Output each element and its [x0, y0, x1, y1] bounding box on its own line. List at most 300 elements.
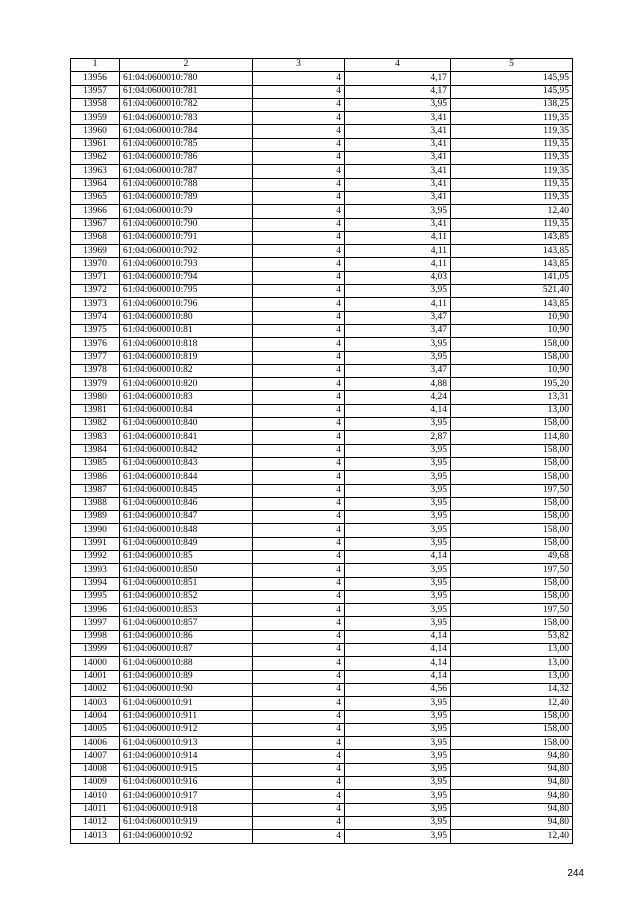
value-cell: 119,35: [451, 112, 573, 125]
row-number-cell: 13968: [71, 231, 120, 244]
row-number-cell: 13994: [71, 577, 120, 590]
value-cell: 94,80: [451, 763, 573, 776]
category-cell: 4: [253, 351, 345, 364]
row-number-cell: 13992: [71, 550, 120, 563]
rate-cell: 3,95: [345, 816, 451, 829]
row-number-cell: 14012: [71, 816, 120, 829]
row-number-cell: 14010: [71, 790, 120, 803]
table-row: [71, 418, 573, 431]
cadastral-number-cell: 61:04:0600010:819: [120, 351, 253, 364]
row-number-cell: 13975: [71, 324, 120, 337]
category-cell: 4: [253, 112, 345, 125]
category-cell: 4: [253, 590, 345, 603]
value-cell: 94,80: [451, 803, 573, 816]
rate-cell: 4,14: [345, 550, 451, 563]
cadastral-number-cell: 61:04:0600010:915: [120, 763, 253, 776]
cadastral-number-cell: 61:04:0600010:911: [120, 710, 253, 723]
value-cell: 197,50: [451, 604, 573, 617]
row-number-cell: 13991: [71, 537, 120, 550]
category-cell: 4: [253, 816, 345, 829]
value-cell: 158,00: [451, 471, 573, 484]
value-cell: 143,85: [451, 258, 573, 271]
table-row: [71, 816, 573, 829]
row-number-cell: 14003: [71, 697, 120, 710]
rate-cell: 4,24: [345, 391, 451, 404]
value-cell: 119,35: [451, 218, 573, 231]
category-cell: 4: [253, 830, 345, 843]
header-col-5: 5: [451, 59, 573, 72]
value-cell: 13,00: [451, 644, 573, 657]
cadastral-number-cell: 61:04:0600010:781: [120, 85, 253, 98]
category-cell: 4: [253, 324, 345, 337]
table-row: [71, 391, 573, 404]
row-number-cell: 13973: [71, 298, 120, 311]
category-cell: 4: [253, 617, 345, 630]
cadastral-number-cell: 61:04:0600010:87: [120, 644, 253, 657]
table-row: [71, 351, 573, 364]
value-cell: 119,35: [451, 178, 573, 191]
value-cell: 145,95: [451, 72, 573, 85]
value-cell: 158,00: [451, 524, 573, 537]
category-cell: 4: [253, 298, 345, 311]
row-number-cell: 13984: [71, 444, 120, 457]
header-col-2: 2: [120, 59, 253, 72]
cadastral-number-cell: 61:04:0600010:84: [120, 404, 253, 417]
table-row: [71, 324, 573, 337]
table-row: [71, 550, 573, 563]
category-cell: 4: [253, 777, 345, 790]
cadastral-number-cell: 61:04:0600010:83: [120, 391, 253, 404]
cadastral-number-cell: 61:04:0600010:857: [120, 617, 253, 630]
cadastral-number-cell: 61:04:0600010:784: [120, 125, 253, 138]
cadastral-number-cell: 61:04:0600010:820: [120, 378, 253, 391]
category-cell: 4: [253, 670, 345, 683]
table-row: [71, 683, 573, 696]
cadastral-number-cell: 61:04:0600010:847: [120, 511, 253, 524]
rate-cell: 3,41: [345, 138, 451, 151]
rate-cell: 3,95: [345, 803, 451, 816]
row-number-cell: 13970: [71, 258, 120, 271]
rate-cell: 3,41: [345, 178, 451, 191]
rate-cell: 3,95: [345, 471, 451, 484]
value-cell: 158,00: [451, 537, 573, 550]
cadastral-number-cell: 61:04:0600010:782: [120, 98, 253, 111]
table-row: [71, 231, 573, 244]
table-row: [71, 258, 573, 271]
row-number-cell: 14013: [71, 830, 120, 843]
table-row: [71, 431, 573, 444]
rate-cell: 3,41: [345, 125, 451, 138]
rate-cell: 4,17: [345, 85, 451, 98]
row-number-cell: 14007: [71, 750, 120, 763]
rate-cell: 3,95: [345, 763, 451, 776]
row-number-cell: 14006: [71, 737, 120, 750]
table-row: [71, 564, 573, 577]
table-row: [71, 803, 573, 816]
cadastral-number-cell: 61:04:0600010:81: [120, 324, 253, 337]
table-row: [71, 484, 573, 497]
category-cell: 4: [253, 72, 345, 85]
cadastral-number-cell: 61:04:0600010:82: [120, 364, 253, 377]
cadastral-number-cell: 61:04:0600010:780: [120, 72, 253, 85]
category-cell: 4: [253, 577, 345, 590]
rate-cell: 3,95: [345, 457, 451, 470]
value-cell: 158,00: [451, 418, 573, 431]
category-cell: 4: [253, 178, 345, 191]
table-row: [71, 364, 573, 377]
row-number-cell: 13965: [71, 191, 120, 204]
category-cell: 4: [253, 258, 345, 271]
category-cell: 4: [253, 218, 345, 231]
category-cell: 4: [253, 457, 345, 470]
category-cell: 4: [253, 285, 345, 298]
category-cell: 4: [253, 737, 345, 750]
category-cell: 4: [253, 657, 345, 670]
table-row: [71, 404, 573, 417]
category-cell: 4: [253, 550, 345, 563]
rate-cell: 4,14: [345, 404, 451, 417]
header-col-4: 4: [345, 59, 451, 72]
table-row: [71, 165, 573, 178]
rate-cell: 3,95: [345, 444, 451, 457]
category-cell: 4: [253, 697, 345, 710]
table-row: [71, 577, 573, 590]
cadastral-number-cell: 61:04:0600010:88: [120, 657, 253, 670]
row-number-cell: 13990: [71, 524, 120, 537]
cadastral-number-cell: 61:04:0600010:850: [120, 564, 253, 577]
cadastral-number-cell: 61:04:0600010:918: [120, 803, 253, 816]
value-cell: 119,35: [451, 152, 573, 165]
row-number-cell: 13996: [71, 604, 120, 617]
category-cell: 4: [253, 497, 345, 510]
row-number-cell: 13959: [71, 112, 120, 125]
value-cell: 158,00: [451, 351, 573, 364]
category-cell: 4: [253, 630, 345, 643]
row-number-cell: 13960: [71, 125, 120, 138]
rate-cell: 3,95: [345, 511, 451, 524]
cadastral-number-cell: 61:04:0600010:852: [120, 590, 253, 603]
row-number-cell: 13978: [71, 364, 120, 377]
cadastral-number-cell: 61:04:0600010:792: [120, 245, 253, 258]
table-row: [71, 723, 573, 736]
table-row: [71, 737, 573, 750]
table-row: [71, 617, 573, 630]
table-row: [71, 205, 573, 218]
table-body: [71, 72, 573, 843]
category-cell: 4: [253, 165, 345, 178]
header-row: [71, 59, 573, 72]
category-cell: 4: [253, 763, 345, 776]
cadastral-number-cell: 61:04:0600010:793: [120, 258, 253, 271]
cadastral-number-cell: 61:04:0600010:790: [120, 218, 253, 231]
category-cell: 4: [253, 444, 345, 457]
cadastral-number-cell: 61:04:0600010:789: [120, 191, 253, 204]
table-row: [71, 697, 573, 710]
rate-cell: 3,41: [345, 191, 451, 204]
category-cell: 4: [253, 152, 345, 165]
table-row: [71, 152, 573, 165]
category-cell: 4: [253, 537, 345, 550]
table-row: [71, 178, 573, 191]
value-cell: 143,85: [451, 231, 573, 244]
category-cell: 4: [253, 604, 345, 617]
category-cell: 4: [253, 644, 345, 657]
row-number-cell: 14004: [71, 710, 120, 723]
category-cell: 4: [253, 723, 345, 736]
category-cell: 4: [253, 231, 345, 244]
cadastral-number-cell: 61:04:0600010:818: [120, 338, 253, 351]
rate-cell: 3,41: [345, 218, 451, 231]
row-number-cell: 14002: [71, 683, 120, 696]
value-cell: 158,00: [451, 590, 573, 603]
value-cell: 13,00: [451, 404, 573, 417]
category-cell: 4: [253, 271, 345, 284]
rate-cell: 4,11: [345, 231, 451, 244]
category-cell: 4: [253, 138, 345, 151]
value-cell: 158,00: [451, 737, 573, 750]
table-row: [71, 218, 573, 231]
rate-cell: 3,95: [345, 710, 451, 723]
cadastral-number-cell: 61:04:0600010:917: [120, 790, 253, 803]
cadastral-number-cell: 61:04:0600010:794: [120, 271, 253, 284]
value-cell: 158,00: [451, 577, 573, 590]
rate-cell: 3,95: [345, 617, 451, 630]
cadastral-number-cell: 61:04:0600010:787: [120, 165, 253, 178]
value-cell: 14,32: [451, 683, 573, 696]
value-cell: 119,35: [451, 138, 573, 151]
row-number-cell: 13974: [71, 311, 120, 324]
table-header: [71, 59, 573, 72]
value-cell: 13,00: [451, 657, 573, 670]
row-number-cell: 13987: [71, 484, 120, 497]
row-number-cell: 13995: [71, 590, 120, 603]
table-row: [71, 630, 573, 643]
cadastral-number-cell: 61:04:0600010:783: [120, 112, 253, 125]
category-cell: 4: [253, 750, 345, 763]
value-cell: 94,80: [451, 816, 573, 829]
cadastral-number-cell: 61:04:0600010:79: [120, 205, 253, 218]
rate-cell: 3,95: [345, 484, 451, 497]
rate-cell: 4,11: [345, 245, 451, 258]
header-col-3: 3: [253, 59, 345, 72]
table-row: [71, 298, 573, 311]
value-cell: 10,90: [451, 311, 573, 324]
row-number-cell: 13963: [71, 165, 120, 178]
category-cell: 4: [253, 378, 345, 391]
cadastral-number-cell: 61:04:0600010:914: [120, 750, 253, 763]
table-row: [71, 444, 573, 457]
rate-cell: 3,47: [345, 364, 451, 377]
rate-cell: 3,95: [345, 351, 451, 364]
row-number-cell: 14001: [71, 670, 120, 683]
value-cell: 141,05: [451, 271, 573, 284]
value-cell: 49,68: [451, 550, 573, 563]
cadastral-number-cell: 61:04:0600010:92: [120, 830, 253, 843]
cadastral-number-cell: 61:04:0600010:86: [120, 630, 253, 643]
table-row: [71, 604, 573, 617]
row-number-cell: 13976: [71, 338, 120, 351]
cadastral-number-cell: 61:04:0600010:786: [120, 152, 253, 165]
value-cell: 143,85: [451, 245, 573, 258]
category-cell: 4: [253, 191, 345, 204]
row-number-cell: 14000: [71, 657, 120, 670]
rate-cell: 2,87: [345, 431, 451, 444]
row-number-cell: 13964: [71, 178, 120, 191]
row-number-cell: 13983: [71, 431, 120, 444]
row-number-cell: 13967: [71, 218, 120, 231]
category-cell: 4: [253, 205, 345, 218]
table-row: [71, 271, 573, 284]
row-number-cell: 14005: [71, 723, 120, 736]
table-row: [71, 763, 573, 776]
cadastral-number-cell: 61:04:0600010:788: [120, 178, 253, 191]
row-number-cell: 13980: [71, 391, 120, 404]
value-cell: 119,35: [451, 125, 573, 138]
rate-cell: 4,88: [345, 378, 451, 391]
row-number-cell: 13977: [71, 351, 120, 364]
table-row: [71, 590, 573, 603]
row-number-cell: 13961: [71, 138, 120, 151]
rate-cell: 3,95: [345, 564, 451, 577]
category-cell: 4: [253, 564, 345, 577]
cadastral-number-cell: 61:04:0600010:853: [120, 604, 253, 617]
value-cell: 114,80: [451, 431, 573, 444]
rate-cell: 3,95: [345, 697, 451, 710]
rate-cell: 4,11: [345, 298, 451, 311]
value-cell: 138,25: [451, 98, 573, 111]
value-cell: 158,00: [451, 710, 573, 723]
cadastral-number-cell: 61:04:0600010:840: [120, 418, 253, 431]
table-row: [71, 311, 573, 324]
table-row: [71, 72, 573, 85]
row-number-cell: 14011: [71, 803, 120, 816]
cadastral-number-cell: 61:04:0600010:849: [120, 537, 253, 550]
table-row: [71, 657, 573, 670]
category-cell: 4: [253, 790, 345, 803]
row-number-cell: 14008: [71, 763, 120, 776]
category-cell: 4: [253, 391, 345, 404]
row-number-cell: 13988: [71, 497, 120, 510]
table-row: [71, 457, 573, 470]
cadastral-number-cell: 61:04:0600010:85: [120, 550, 253, 563]
table-row: [71, 85, 573, 98]
value-cell: 158,00: [451, 457, 573, 470]
category-cell: 4: [253, 311, 345, 324]
cadastral-number-cell: 61:04:0600010:845: [120, 484, 253, 497]
table-row: [71, 750, 573, 763]
cadastral-number-cell: 61:04:0600010:913: [120, 737, 253, 750]
value-cell: 158,00: [451, 497, 573, 510]
value-cell: 13,31: [451, 391, 573, 404]
category-cell: 4: [253, 245, 345, 258]
page-number: 244: [567, 868, 584, 879]
table-row: [71, 537, 573, 550]
table-row: [71, 710, 573, 723]
row-number-cell: 13966: [71, 205, 120, 218]
category-cell: 4: [253, 471, 345, 484]
row-number-cell: 13997: [71, 617, 120, 630]
rate-cell: 4,17: [345, 72, 451, 85]
cadastral-table: [70, 58, 573, 844]
category-cell: 4: [253, 85, 345, 98]
table-row: [71, 285, 573, 298]
category-cell: 4: [253, 125, 345, 138]
table-row: [71, 378, 573, 391]
rate-cell: 3,41: [345, 112, 451, 125]
row-number-cell: 13985: [71, 457, 120, 470]
row-number-cell: 13979: [71, 378, 120, 391]
category-cell: 4: [253, 710, 345, 723]
table-row: [71, 497, 573, 510]
table-row: [71, 524, 573, 537]
cadastral-number-cell: 61:04:0600010:916: [120, 777, 253, 790]
row-number-cell: 13993: [71, 564, 120, 577]
row-number-cell: 13962: [71, 152, 120, 165]
cadastral-number-cell: 61:04:0600010:848: [120, 524, 253, 537]
value-cell: 119,35: [451, 191, 573, 204]
category-cell: 4: [253, 98, 345, 111]
category-cell: 4: [253, 364, 345, 377]
rate-cell: 3,95: [345, 590, 451, 603]
row-number-cell: 13989: [71, 511, 120, 524]
cadastral-number-cell: 61:04:0600010:843: [120, 457, 253, 470]
row-number-cell: 14009: [71, 777, 120, 790]
rate-cell: 3,95: [345, 830, 451, 843]
rate-cell: 3,95: [345, 750, 451, 763]
category-cell: 4: [253, 338, 345, 351]
rate-cell: 4,14: [345, 630, 451, 643]
cadastral-number-cell: 61:04:0600010:851: [120, 577, 253, 590]
rate-cell: 3,95: [345, 604, 451, 617]
table-row: [71, 644, 573, 657]
cadastral-number-cell: 61:04:0600010:91: [120, 697, 253, 710]
value-cell: 145,95: [451, 85, 573, 98]
rate-cell: 4,56: [345, 683, 451, 696]
value-cell: 12,40: [451, 697, 573, 710]
cadastral-number-cell: 61:04:0600010:795: [120, 285, 253, 298]
cadastral-number-cell: 61:04:0600010:919: [120, 816, 253, 829]
rate-cell: 4,03: [345, 271, 451, 284]
rate-cell: 3,95: [345, 524, 451, 537]
rate-cell: 3,95: [345, 418, 451, 431]
value-cell: 158,00: [451, 511, 573, 524]
value-cell: 143,85: [451, 298, 573, 311]
row-number-cell: 13998: [71, 630, 120, 643]
value-cell: 94,80: [451, 750, 573, 763]
value-cell: 10,90: [451, 324, 573, 337]
category-cell: 4: [253, 524, 345, 537]
table-row: [71, 98, 573, 111]
cadastral-number-cell: 61:04:0600010:844: [120, 471, 253, 484]
rate-cell: 3,95: [345, 205, 451, 218]
category-cell: 4: [253, 484, 345, 497]
value-cell: 158,00: [451, 338, 573, 351]
rate-cell: 4,14: [345, 644, 451, 657]
rate-cell: 3,41: [345, 152, 451, 165]
rate-cell: 3,95: [345, 777, 451, 790]
row-number-cell: 13958: [71, 98, 120, 111]
value-cell: 197,50: [451, 564, 573, 577]
value-cell: 521,40: [451, 285, 573, 298]
row-number-cell: 13957: [71, 85, 120, 98]
row-number-cell: 13971: [71, 271, 120, 284]
rate-cell: 3,47: [345, 311, 451, 324]
cadastral-number-cell: 61:04:0600010:841: [120, 431, 253, 444]
rate-cell: 3,47: [345, 324, 451, 337]
rate-cell: 3,41: [345, 165, 451, 178]
table-row: [71, 471, 573, 484]
cadastral-number-cell: 61:04:0600010:796: [120, 298, 253, 311]
